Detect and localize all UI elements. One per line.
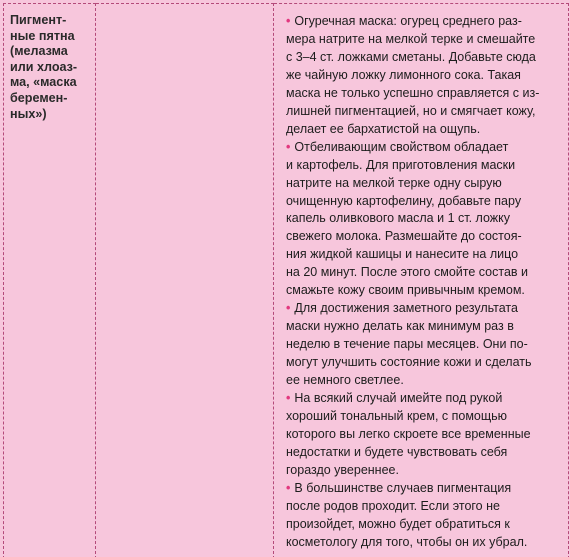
- tip-line: [286, 462, 568, 480]
- tip-line: [286, 103, 568, 121]
- tip-line: [286, 175, 568, 193]
- tip-text: гораздо увереннее.: [286, 462, 399, 477]
- tip-line: [286, 157, 568, 175]
- tip-line: [286, 426, 568, 444]
- tip-line: [286, 444, 568, 462]
- bullet-icon: •: [286, 139, 291, 154]
- tip-line: [286, 336, 568, 354]
- tip-line: [286, 354, 568, 372]
- tip-line: [286, 85, 568, 103]
- tip-line: [286, 498, 568, 516]
- bullet-icon: •: [286, 14, 291, 28]
- tip-item: [286, 13, 568, 139]
- tip-text: маска не только успешно справляется с из-: [286, 85, 540, 100]
- tip-item: [286, 300, 568, 390]
- tip-line: [286, 318, 568, 336]
- tip-line: [286, 408, 568, 426]
- tip-text: Огуречная маска: огурец среднего раз-: [294, 14, 522, 28]
- table-row: [4, 4, 569, 557]
- bullet-icon: •: [286, 391, 291, 406]
- tip-text: ния жидкой кашицы и нанесите на лицо: [286, 247, 519, 262]
- bullet-icon: •: [286, 301, 291, 316]
- condition-line: (мелазма: [10, 44, 68, 59]
- tip-text: лишней пигментацией, но и смягчает кожу,: [286, 103, 536, 118]
- tip-text: и картофель. Для приготовления маски: [286, 157, 516, 172]
- tip-item: [286, 390, 568, 480]
- tips-cell: [274, 4, 569, 557]
- tip-text: капель оливкового масла и 1 ст. ложку: [286, 211, 510, 226]
- tip-line: [286, 516, 568, 534]
- tip-text: произойдет, можно будет обратиться к: [286, 516, 510, 531]
- tips-list: [274, 4, 568, 552]
- tip-text: маски нужно делать как минимум раз в: [286, 319, 514, 334]
- tip-text: могут улучшить состояние кожи и сделать: [286, 355, 532, 370]
- tip-text: после родов проходит. Если этого не: [286, 498, 500, 513]
- bullet-icon: •: [286, 480, 291, 495]
- tip-line: [286, 480, 568, 498]
- condition-cell: [4, 4, 96, 557]
- tip-text: В большинстве случаев пигментация: [294, 480, 512, 495]
- tip-text: с 3–4 ст. ложками сметаны. Добавьте сюда: [286, 49, 536, 64]
- tip-text: мера натрите на мелкой терке и смешайте: [286, 31, 536, 46]
- tip-line: [286, 372, 568, 390]
- tip-line: [286, 534, 568, 552]
- condition-name: [4, 4, 95, 122]
- tip-line: [286, 193, 568, 211]
- tip-line: [286, 264, 568, 282]
- tip-line: [286, 67, 568, 85]
- tip-line: [286, 121, 568, 139]
- tip-item: [286, 139, 568, 301]
- condition-line: Пигмент-: [10, 13, 67, 27]
- tip-text: косметологу для того, чтобы он их убрал.: [286, 534, 528, 549]
- condition-line: ные пятна: [10, 28, 75, 43]
- tip-text: очищенную картофелину, добавьте пару: [286, 193, 522, 208]
- tip-text: свежего молока. Размешайте до состоя-: [286, 229, 522, 244]
- empty-cell: [96, 4, 274, 557]
- tip-text: Для достижения заметного результата: [294, 301, 518, 316]
- tip-line: [286, 390, 568, 408]
- tip-line: [286, 282, 568, 300]
- tip-text: же чайную ложку лимонного сока. Такая: [286, 67, 521, 82]
- tip-line: [286, 31, 568, 49]
- tip-text: натрите на мелкой терке одну сырую: [286, 175, 502, 190]
- tip-line: [286, 210, 568, 228]
- tip-line: [286, 139, 568, 157]
- tip-line: [286, 49, 568, 67]
- tip-text: хороший тональный крем, с помощью: [286, 408, 508, 423]
- condition-line: или хлоаз-: [10, 59, 78, 74]
- tip-text: на 20 минут. После этого смойте состав и: [286, 265, 528, 280]
- condition-line: ма, «маска: [10, 75, 77, 90]
- tip-text: ее немного светлее.: [286, 373, 404, 388]
- condition-line: беремен-: [10, 90, 68, 105]
- tip-text: недостатки и будете чувствовать себя: [286, 444, 508, 459]
- tip-text: Отбеливающим свойством обладает: [294, 139, 509, 154]
- care-table: [3, 3, 569, 557]
- tip-text: которого вы легко скроете все временные: [286, 426, 531, 441]
- tip-line: [286, 246, 568, 264]
- tip-line: [286, 228, 568, 246]
- tip-text: смажьте кожу своим привычным кремом.: [286, 283, 525, 298]
- tip-text: делает ее бархатистой на ощупь.: [286, 121, 481, 136]
- tip-text: На всякий случай имейте под рукой: [294, 391, 503, 406]
- tip-item: [286, 480, 568, 552]
- condition-line: ных»): [10, 106, 47, 121]
- tip-line: [286, 300, 568, 318]
- tip-line: [286, 13, 568, 31]
- tip-text: неделю в течение пары месяцев. Они по-: [286, 337, 528, 352]
